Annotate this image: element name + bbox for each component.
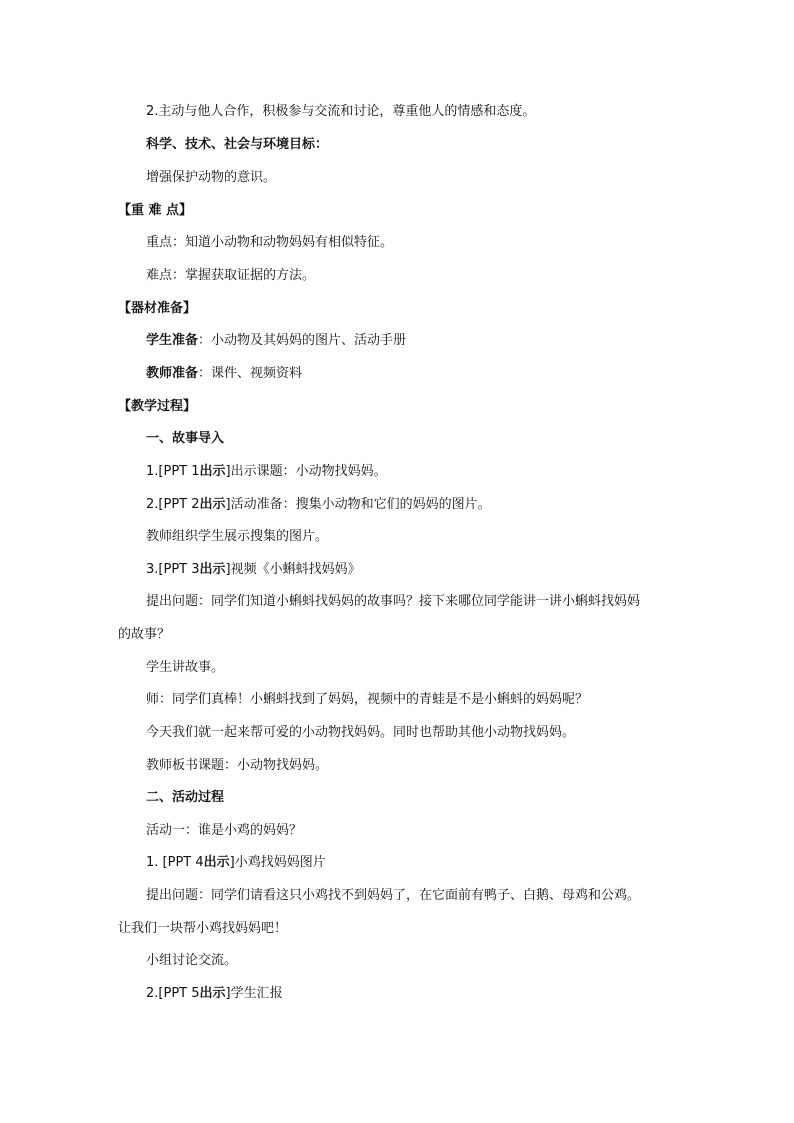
ppt-show-label: 出示: [199, 986, 226, 1001]
process-heading: 【教学过程】: [118, 399, 197, 414]
ppt-ref: 2.[PPT 2: [146, 497, 200, 512]
teacher-materials: [146, 365, 302, 383]
question-line-2: 的故事？: [118, 627, 171, 642]
step-text: ]学生汇报: [225, 986, 283, 1001]
ppt-show-label: 出示: [199, 464, 226, 479]
ppt-ref: 3.[PPT 3: [146, 562, 200, 577]
key-points-heading: 【重 难 点】: [118, 203, 193, 218]
materials-heading: 【器材准备】: [118, 301, 197, 316]
step-text: ]出示课题：小动物找妈妈。: [225, 464, 387, 479]
step-2-1: [146, 854, 326, 872]
step-1-1: [146, 463, 387, 481]
step-1-3: [146, 561, 361, 579]
ppt-show-label: 出示: [199, 562, 226, 577]
step-1-2: [146, 496, 491, 514]
activity-1-title: 活动一：谁是小鸡的妈妈？: [146, 823, 303, 838]
student-materials: [146, 332, 406, 350]
teacher-materials-text: ：课件、视频资料: [198, 366, 303, 381]
question-line-2: 让我们一块帮小鸡找妈妈吧！: [118, 921, 288, 936]
section-2-heading: 二、活动过程: [146, 790, 225, 805]
step-text: ]视频《小蝌蚪找妈妈》: [225, 562, 361, 577]
paragraph: 小组讨论交流。: [146, 953, 238, 968]
objective-line-2: 2.主动与他人合作，积极参与交流和讨论，尊重他人的情感和态度。: [146, 104, 536, 119]
sts-objective-heading: 科学、技术、社会与环境目标：: [146, 137, 329, 152]
key-point-text: 重点：知道小动物和动物妈妈有相似特征。: [146, 235, 394, 250]
paragraph: 师：同学们真棒！小蝌蚪找到了妈妈，视频中的青蛙是不是小蝌蚪的妈妈呢？: [146, 692, 589, 707]
student-materials-text: ：小动物及其妈妈的图片、活动手册: [198, 333, 407, 348]
ppt-ref: 2.[PPT 5: [146, 986, 200, 1001]
question-line-1: 提出问题：同学们知道小蝌蚪找妈妈的故事吗？接下来哪位同学能讲一讲小蝌蚪找妈妈: [146, 594, 641, 609]
ppt-show-label: 出示: [203, 855, 230, 870]
paragraph: 今天我们就一起来帮可爱的小动物找妈妈。同时也帮助其他小动物找妈妈。: [146, 725, 576, 740]
student-materials-label: 学生准备: [146, 333, 199, 348]
ppt-ref: 1.[PPT 1: [146, 464, 200, 479]
ppt-ref: 1. [PPT 4: [146, 855, 204, 870]
question-line-1: 提出问题：同学们请看这只小鸡找不到妈妈了，在它面前有鸭子、白鹅、母鸡和公鸡。: [146, 888, 641, 903]
difficult-point-text: 难点：掌握获取证据的方法。: [146, 268, 316, 283]
ppt-show-label: 出示: [199, 497, 226, 512]
step-text: ]小鸡找妈妈图片: [229, 855, 326, 870]
sts-objective-text: 增强保护动物的意识。: [146, 170, 277, 185]
step-text: ]活动准备：搜集小动物和它们的妈妈的图片。: [225, 497, 491, 512]
paragraph: 学生讲故事。: [146, 660, 225, 675]
teacher-materials-label: 教师准备: [146, 366, 199, 381]
step-2-2: [146, 985, 283, 1003]
paragraph: 教师板书课题：小动物找妈妈。: [146, 758, 329, 773]
paragraph: 教师组织学生展示搜集的图片。: [146, 529, 329, 544]
section-1-heading: 一、故事导入: [146, 431, 225, 446]
